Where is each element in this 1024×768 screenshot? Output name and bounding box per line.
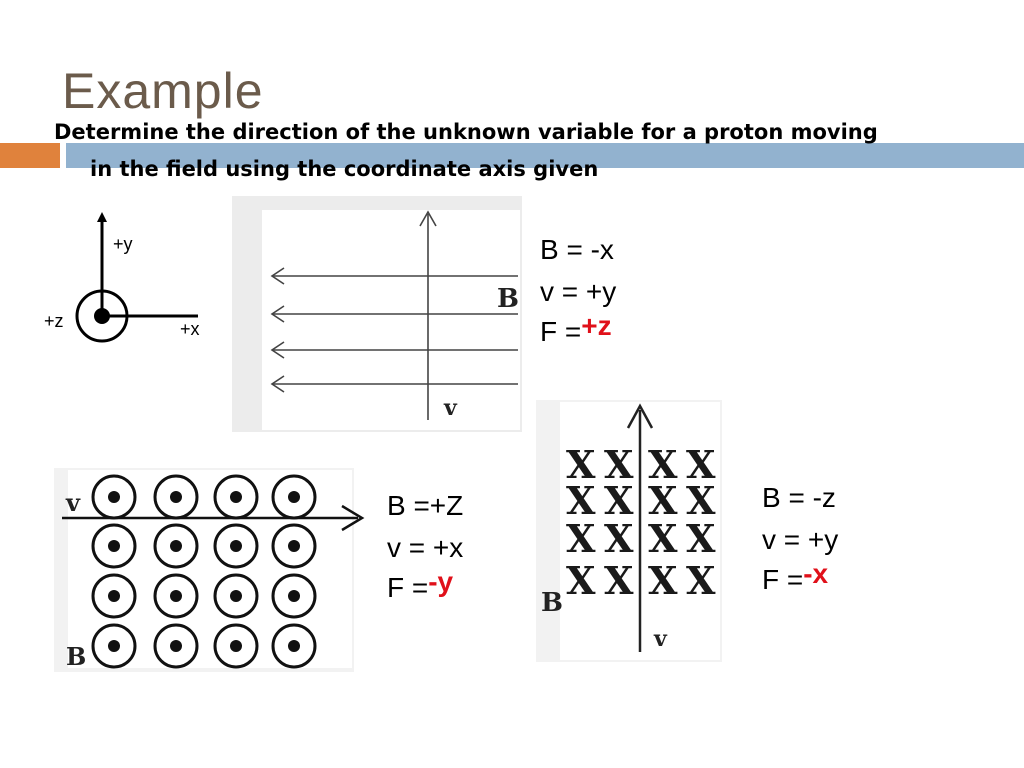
problem3-v-value: v = +y (762, 524, 839, 555)
field-out-dot (230, 540, 242, 552)
field-out-dot (288, 590, 300, 602)
problem1-B-value: B = -x (540, 234, 614, 265)
problem2-B-value: B =+Z (387, 490, 464, 521)
field-out-dot (288, 640, 300, 652)
field-into-cross: X (604, 516, 634, 561)
field-out-dot (170, 540, 182, 552)
field-into-cross: X (604, 478, 634, 523)
field-out-dot (170, 640, 182, 652)
field-into-cross: X (648, 516, 678, 561)
field-out-dot (288, 491, 300, 503)
field-into-cross: X (566, 442, 596, 487)
problem2-F-row (387, 566, 454, 603)
problem3-B-value: B = -z (762, 482, 836, 513)
problem1-F-label: F = (540, 316, 582, 347)
field-into-cross: X (686, 516, 716, 561)
problem1-v-value: v = +y (540, 276, 617, 307)
field-out-dot (230, 491, 242, 503)
problem1-F-row (540, 310, 612, 347)
problem3-F-label: F = (762, 564, 804, 595)
field-out-dot (108, 590, 120, 602)
subtitle-line-2: in the field using the coordinate axis given (90, 157, 599, 181)
problem3-answer: -x (803, 558, 829, 589)
problem1-label-B: B (497, 284, 519, 314)
problem3-label-B: B (541, 588, 563, 618)
field-into-cross: X (648, 558, 678, 603)
field-into-cross: X (648, 442, 678, 487)
problem2-label-B: B (66, 642, 87, 671)
field-into-cross: X (566, 558, 596, 603)
field-into-cross: X (604, 442, 634, 487)
field-out-dot (230, 590, 242, 602)
field-out-dot (170, 491, 182, 503)
problem2-label-v: v (66, 488, 80, 517)
field-out-dot (108, 540, 120, 552)
axis-label-y: +y (113, 234, 133, 254)
field-into-cross: X (686, 558, 716, 603)
problem2-v-value: v = +x (387, 532, 464, 563)
problem2-field (54, 468, 362, 672)
field-into-cross: X (648, 478, 678, 523)
field-out-dot (170, 590, 182, 602)
problem2-answer: -y (428, 566, 454, 597)
axis-label-x: +x (180, 319, 200, 339)
field-into-cross: X (566, 516, 596, 561)
problem3-F-row (762, 558, 829, 595)
field-out-dot (108, 491, 120, 503)
z-axis-dot (94, 308, 110, 324)
field-into-cross: X (686, 478, 716, 523)
field-into-cross: X (604, 558, 634, 603)
slide-title: Example (62, 63, 264, 119)
problem1-label-v: v (444, 395, 457, 421)
field-into-cross: X (686, 442, 716, 487)
subtitle-line-1: Determine the direction of the unknown variable for a proton moving (54, 120, 878, 144)
problem1-answer: +z (581, 310, 612, 341)
field-out-dot (288, 540, 300, 552)
field-into-cross: X (566, 478, 596, 523)
field-out-dot (230, 640, 242, 652)
problem3-label-v: v (654, 626, 667, 652)
y-axis-arrowhead (97, 212, 107, 222)
field-out-dot (108, 640, 120, 652)
axis-label-z: +z (44, 311, 64, 331)
problem1-field (232, 196, 522, 432)
problem2-F-label: F = (387, 572, 429, 603)
